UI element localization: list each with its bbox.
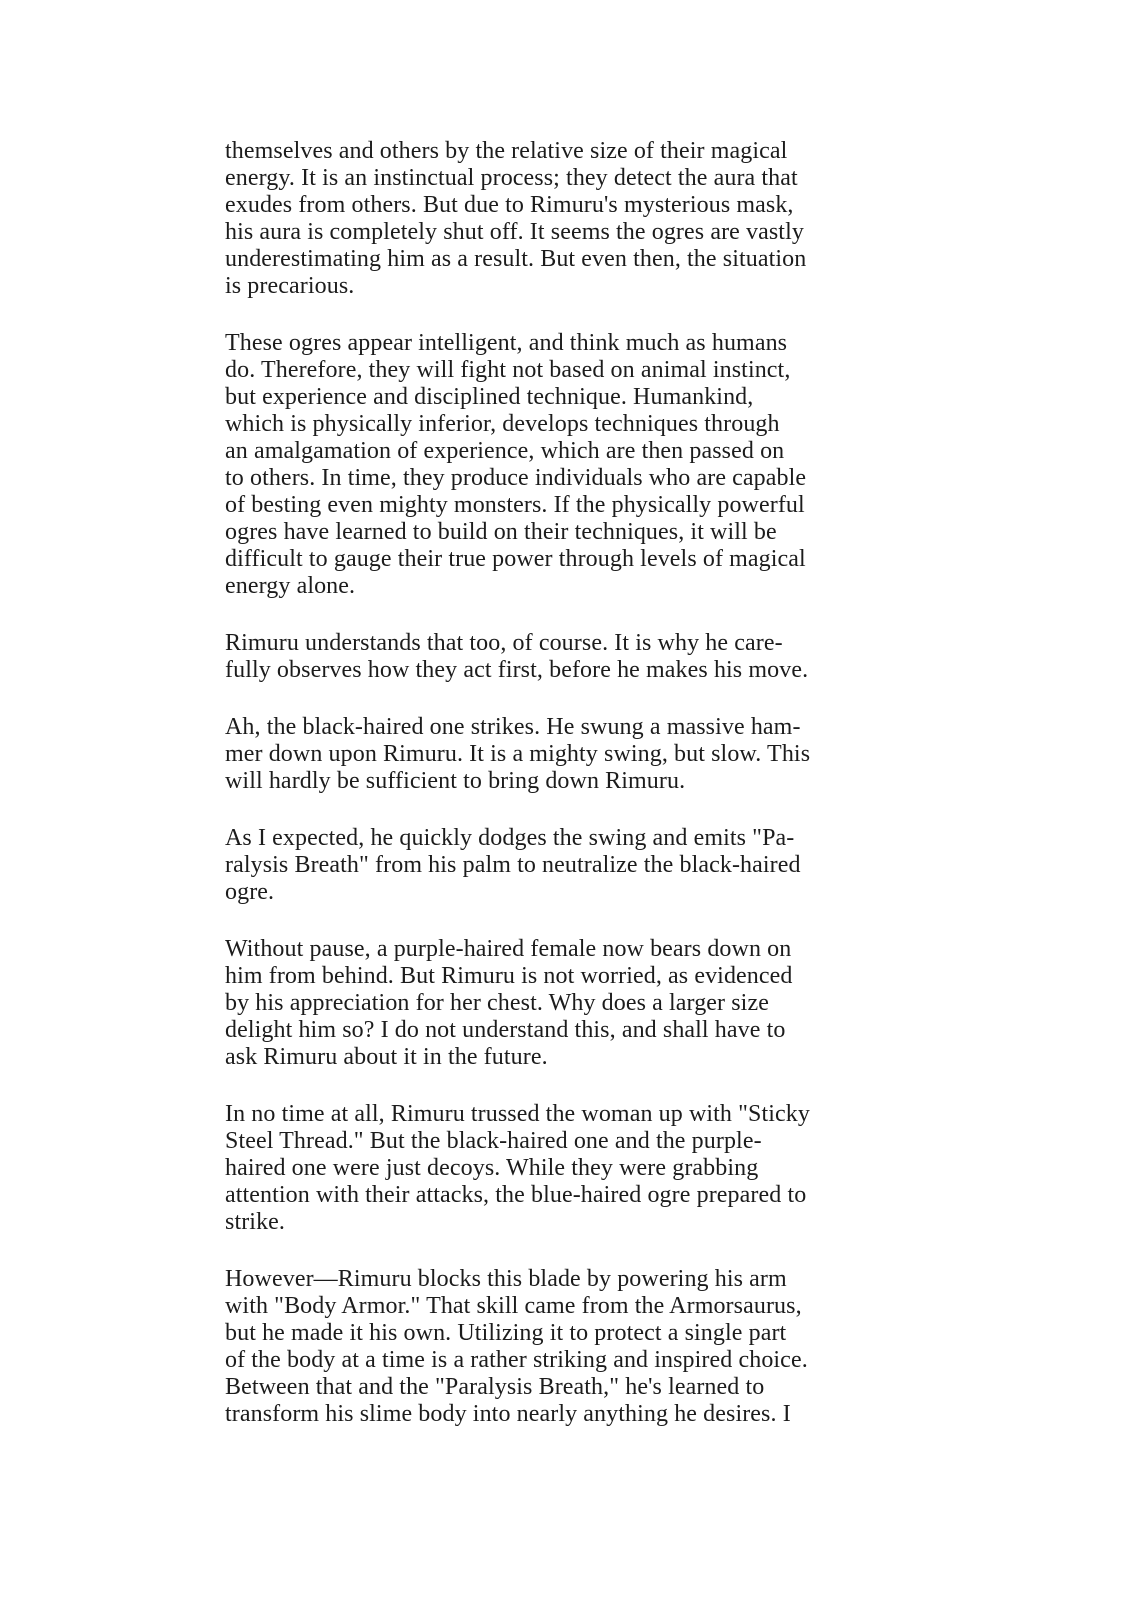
text-line: fully observes how they act first, before he makes his move.: [225, 657, 809, 683]
paragraph: [225, 1266, 905, 1428]
text-line: ralysis Breath" from his palm to neutralize the black-haired: [225, 852, 801, 878]
text-line: Between that and the "Paralysis Breath," he's learned to: [225, 1374, 765, 1400]
text-line: but he made it his own. Utilizing it to protect a single part: [225, 1320, 787, 1346]
text-line: to others. In time, they produce individuals who are capable: [225, 465, 807, 491]
text-line: of besting even mighty monsters. If the physically powerful: [225, 492, 805, 518]
text-line: ogre.: [225, 879, 275, 905]
text-line: strike.: [225, 1209, 286, 1235]
text-line: Ah, the black-haired one strikes. He swung a massive ham-: [225, 714, 801, 740]
text-line: attention with their attacks, the blue-haired ogre prepared to: [225, 1182, 807, 1208]
text-line: underestimating him as a result. But even then, the situation: [225, 246, 807, 272]
text-line: difficult to gauge their true power through levels of magical: [225, 546, 806, 572]
text-line: energy alone.: [225, 573, 356, 599]
paragraph: [225, 825, 905, 906]
paragraph: [225, 1101, 905, 1236]
text-line: ask Rimuru about it in the future.: [225, 1044, 548, 1070]
text-line: Steel Thread." But the black-haired one and the purple-: [225, 1128, 762, 1154]
text-line: is precarious.: [225, 273, 355, 299]
text-line: will hardly be sufficient to bring down Rimuru.: [225, 768, 686, 794]
text-line: with "Body Armor." That skill came from the Armorsaurus,: [225, 1293, 802, 1319]
text-line: his aura is completely shut off. It seems the ogres are vastly: [225, 219, 804, 245]
text-line: exudes from others. But due to Rimuru's mysterious mask,: [225, 192, 794, 218]
text-line: Rimuru understands that too, of course. It is why he care-: [225, 630, 783, 656]
text-line: by his appreciation for her chest. Why does a larger size: [225, 990, 769, 1016]
paragraph: [225, 630, 905, 684]
text-line: In no time at all, Rimuru trussed the woman up with "Sticky: [225, 1101, 810, 1127]
text-line: do. Therefore, they will fight not based on animal instinct,: [225, 357, 791, 383]
text-line: of the body at a time is a rather striking and inspired choice.: [225, 1347, 808, 1373]
text-line: delight him so? I do not understand this, and shall have to: [225, 1017, 786, 1043]
text-line: As I expected, he quickly dodges the swing and emits "Pa-: [225, 825, 795, 851]
text-line: mer down upon Rimuru. It is a mighty swing, but slow. This: [225, 741, 811, 767]
text-line: ogres have learned to build on their techniques, it will be: [225, 519, 777, 545]
text-line: themselves and others by the relative size of their magical: [225, 138, 788, 164]
text-line: Without pause, a purple-haired female now bears down on: [225, 936, 792, 962]
text-line: energy. It is an instinctual process; they detect the aura that: [225, 165, 798, 191]
text-line: These ogres appear intelligent, and think much as humans: [225, 330, 788, 356]
page-text: [225, 138, 905, 1428]
paragraph: [225, 714, 905, 795]
text-line: but experience and disciplined technique. Humankind,: [225, 384, 754, 410]
text-line: which is physically inferior, develops techniques through: [225, 411, 780, 437]
text-line: an amalgamation of experience, which are then passed on: [225, 438, 785, 464]
text-line: him from behind. But Rimuru is not worried, as evidenced: [225, 963, 793, 989]
paragraph: [225, 936, 905, 1071]
paragraph: [225, 138, 905, 300]
text-line: transform his slime body into nearly anything he desires. I: [225, 1401, 791, 1427]
text-line: haired one were just decoys. While they were grabbing: [225, 1155, 759, 1181]
text-line: However—Rimuru blocks this blade by powering his arm: [225, 1266, 787, 1292]
paragraph: [225, 330, 905, 600]
